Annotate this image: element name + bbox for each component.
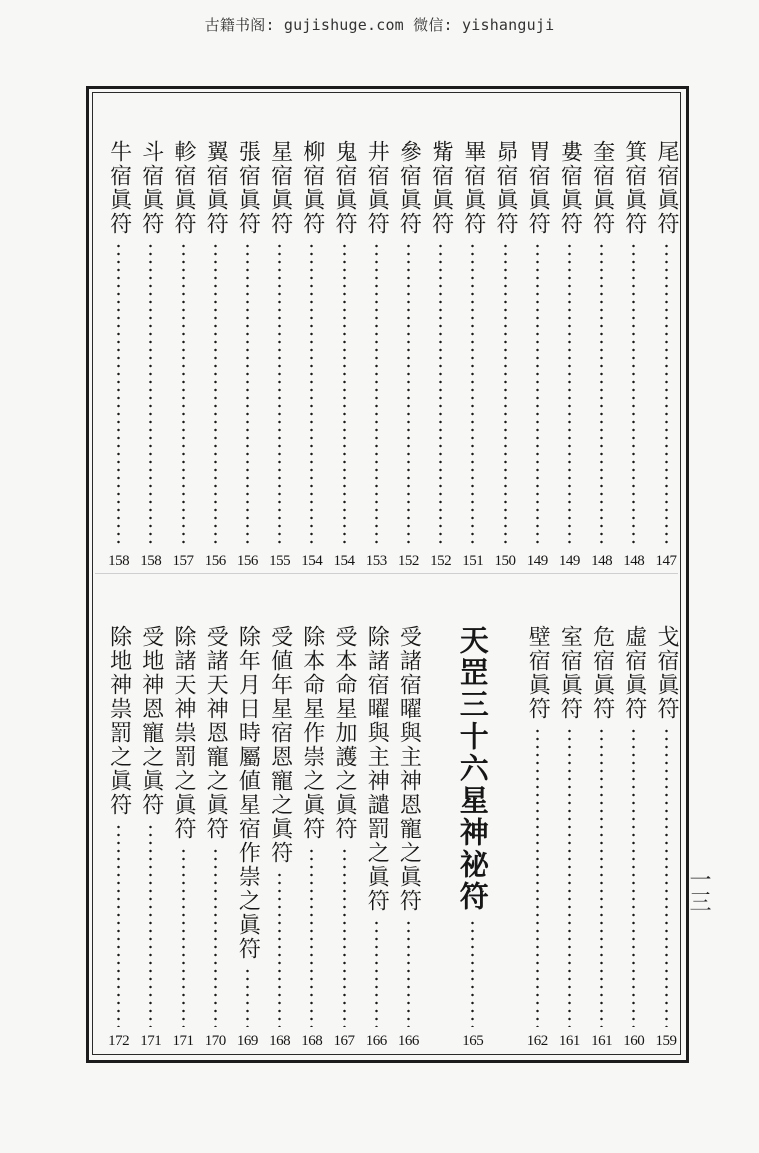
- toc-entry-page: 161: [558, 1033, 580, 1049]
- toc-entry-title: 軫宿眞符: [171, 140, 196, 236]
- toc-entry-page: 168: [269, 1033, 291, 1049]
- toc-entry-page: 150: [494, 553, 516, 569]
- toc-entry: [362, 140, 390, 570]
- dot-leader: [665, 727, 668, 1027]
- toc-entry-page: 154: [333, 553, 355, 569]
- dot-leader: [214, 242, 217, 547]
- dot-leader: [149, 823, 152, 1027]
- toc-entry-title: 受地神恩寵之眞符: [138, 625, 164, 817]
- dot-leader: [632, 727, 635, 1027]
- toc-entry: [233, 140, 261, 570]
- toc-entry-title: 虛宿眞符: [621, 625, 647, 721]
- dot-leader: [600, 727, 603, 1027]
- toc-entry-page: 155: [269, 553, 291, 569]
- dot-leader: [568, 727, 571, 1027]
- toc-entry-title: 畢宿眞符: [460, 140, 486, 236]
- toc-entry-title: 受諸天神恩寵之眞符: [203, 625, 229, 841]
- toc-entry: [298, 140, 326, 570]
- dot-leader: [343, 242, 346, 547]
- toc-entry-title: 牛宿眞符: [106, 140, 132, 236]
- toc-entry-title: 胃宿眞符: [525, 140, 551, 236]
- toc-entry: [298, 625, 326, 1050]
- dot-leader: [632, 242, 635, 547]
- dot-leader: [149, 242, 152, 547]
- toc-entry: [169, 625, 197, 1050]
- dot-leader: [471, 919, 474, 1027]
- toc-entry: [137, 625, 165, 1050]
- dot-leader: [536, 727, 539, 1027]
- toc-entry: [555, 140, 583, 570]
- dot-leader: [278, 871, 281, 1027]
- toc-entry: [105, 625, 133, 1050]
- dot-leader: [407, 242, 410, 547]
- toc-entry-title: 受本命星加護之眞符: [332, 625, 357, 841]
- dot-leader: [439, 242, 442, 547]
- toc-entry: [201, 625, 229, 1050]
- toc-entry: [652, 140, 680, 570]
- toc-entry-title: 天罡三十六星神祕符: [455, 625, 490, 913]
- dot-leader: [665, 242, 668, 547]
- dot-leader: [600, 242, 603, 547]
- toc-entry-page: 167: [333, 1033, 355, 1049]
- dot-leader: [407, 919, 410, 1027]
- toc-entry-title: 室宿眞符: [557, 625, 583, 721]
- dot-leader: [182, 847, 185, 1027]
- toc-entry-title: 奎宿眞符: [589, 140, 615, 236]
- toc-entry-page: 147: [655, 553, 677, 569]
- toc-entry-page: 151: [462, 553, 484, 569]
- dot-leader: [182, 242, 185, 547]
- toc-entry: [455, 625, 490, 1050]
- toc-entry: [491, 140, 519, 570]
- toc-entry-page: 153: [365, 553, 387, 569]
- toc-entry-title: 除地神祟罰之眞符: [106, 625, 132, 817]
- toc-entry-page: 154: [301, 553, 323, 569]
- toc-entry-title: 受値年星宿恩寵之眞符: [267, 625, 293, 865]
- dot-leader: [310, 847, 313, 1027]
- toc-entry: [652, 625, 680, 1050]
- toc-entry-page: 149: [526, 553, 548, 569]
- toc-entry-title: 參宿眞符: [396, 140, 422, 236]
- toc-entry-page: 170: [204, 1033, 226, 1049]
- toc-entry-page: 149: [558, 553, 580, 569]
- toc-entry: [169, 140, 197, 570]
- toc-entry-page: 171: [140, 1033, 162, 1049]
- toc-entry: [588, 625, 616, 1050]
- dot-leader: [117, 823, 120, 1027]
- toc-entry: [201, 140, 229, 570]
- toc-entry: [459, 140, 487, 570]
- watermark-text: 古籍书阁: gujishuge.com 微信: yishanguji: [204, 16, 555, 34]
- section-divider: [95, 573, 678, 574]
- toc-entry-title: 鬼宿眞符: [332, 140, 357, 236]
- dot-leader: [568, 242, 571, 547]
- toc-entry-title: 壁宿眞符: [525, 625, 551, 721]
- toc-entry-title: 張宿眞符: [235, 140, 261, 236]
- dot-leader: [375, 242, 378, 547]
- toc-entry: [523, 625, 551, 1050]
- toc-entry: [266, 625, 294, 1050]
- toc-entry-page: 156: [236, 553, 258, 569]
- toc-entry-page: 172: [108, 1033, 130, 1049]
- dot-leader: [536, 242, 539, 547]
- toc-entry-page: 171: [172, 1033, 194, 1049]
- toc-entry-title: 井宿眞符: [364, 140, 390, 236]
- toc-entry-page: 169: [236, 1033, 258, 1049]
- toc-entry: [137, 140, 165, 570]
- toc-entry-page: 148: [623, 553, 645, 569]
- toc-entry-title: 除諸天神祟罰之眞符: [171, 625, 196, 841]
- toc-entry-page: 165: [462, 1033, 484, 1049]
- toc-entry-page: 158: [140, 553, 162, 569]
- toc-entry-page: 166: [397, 1033, 419, 1049]
- toc-entry-title: 尾宿眞符: [654, 140, 679, 236]
- toc-entry: [330, 140, 358, 570]
- dot-leader: [246, 242, 249, 547]
- toc-entry-title: 除年月日時屬値星宿作崇之眞符: [235, 625, 261, 961]
- toc-entry-page: 148: [591, 553, 613, 569]
- toc-entry-title: 戈宿眞符: [654, 625, 679, 721]
- toc-spacer: [427, 625, 455, 1050]
- toc-entry: [394, 625, 422, 1050]
- dot-leader: [246, 967, 249, 1027]
- toc-entry-title: 昴宿眞符: [493, 140, 518, 236]
- dot-leader: [214, 847, 217, 1027]
- toc-entry-title: 危宿眞符: [589, 625, 615, 721]
- toc-entry-page: 158: [108, 553, 130, 569]
- toc-entry: [362, 625, 390, 1050]
- toc-entry-title: 柳宿眞符: [299, 140, 325, 236]
- toc-entry-page: 162: [526, 1033, 548, 1049]
- toc-entry: [555, 625, 583, 1050]
- dot-leader: [504, 242, 507, 547]
- toc-entry-title: 箕宿眞符: [621, 140, 647, 236]
- toc-spacer: [491, 625, 519, 1050]
- toc-entry-title: 觜宿眞符: [428, 140, 454, 236]
- toc-entry-page: 161: [591, 1033, 613, 1049]
- dot-leader: [471, 242, 474, 547]
- dot-leader: [343, 847, 346, 1027]
- toc-entry: [394, 140, 422, 570]
- dot-leader: [310, 242, 313, 547]
- toc-entry-page: 166: [365, 1033, 387, 1049]
- toc-entry: [427, 140, 455, 570]
- toc-entry: [523, 140, 551, 570]
- dot-leader: [278, 242, 281, 547]
- toc-entry-title: 星宿眞符: [267, 140, 293, 236]
- toc-entry-page: 157: [172, 553, 194, 569]
- toc-entry-title: 除諸宿曜與主神譴罰之眞符: [364, 625, 390, 913]
- dot-leader: [375, 919, 378, 1027]
- toc-entry-title: 婁宿眞符: [557, 140, 583, 236]
- toc-entry: [620, 625, 648, 1050]
- dot-leader: [117, 242, 120, 547]
- toc-entry: [105, 140, 133, 570]
- toc-entry: [588, 140, 616, 570]
- toc-entry: [620, 140, 648, 570]
- toc-entry: [330, 625, 358, 1050]
- toc-entry-page: 160: [623, 1033, 645, 1049]
- toc-entry-page: 156: [204, 553, 226, 569]
- toc-entry-page: 159: [655, 1033, 677, 1049]
- side-page-number: 一三: [686, 868, 711, 912]
- toc-entry-title: 除本命星作崇之眞符: [299, 625, 325, 841]
- toc-entry-page: 168: [301, 1033, 323, 1049]
- toc-entry-title: 斗宿眞符: [138, 140, 164, 236]
- toc-entry-title: 受諸宿曜與主神恩寵之眞符: [396, 625, 422, 913]
- toc-entry-page: 152: [397, 553, 419, 569]
- toc-entry-title: 翼宿眞符: [203, 140, 229, 236]
- toc-entry-page: 152: [430, 553, 452, 569]
- toc-entry: [266, 140, 294, 570]
- toc-entry: [233, 625, 261, 1050]
